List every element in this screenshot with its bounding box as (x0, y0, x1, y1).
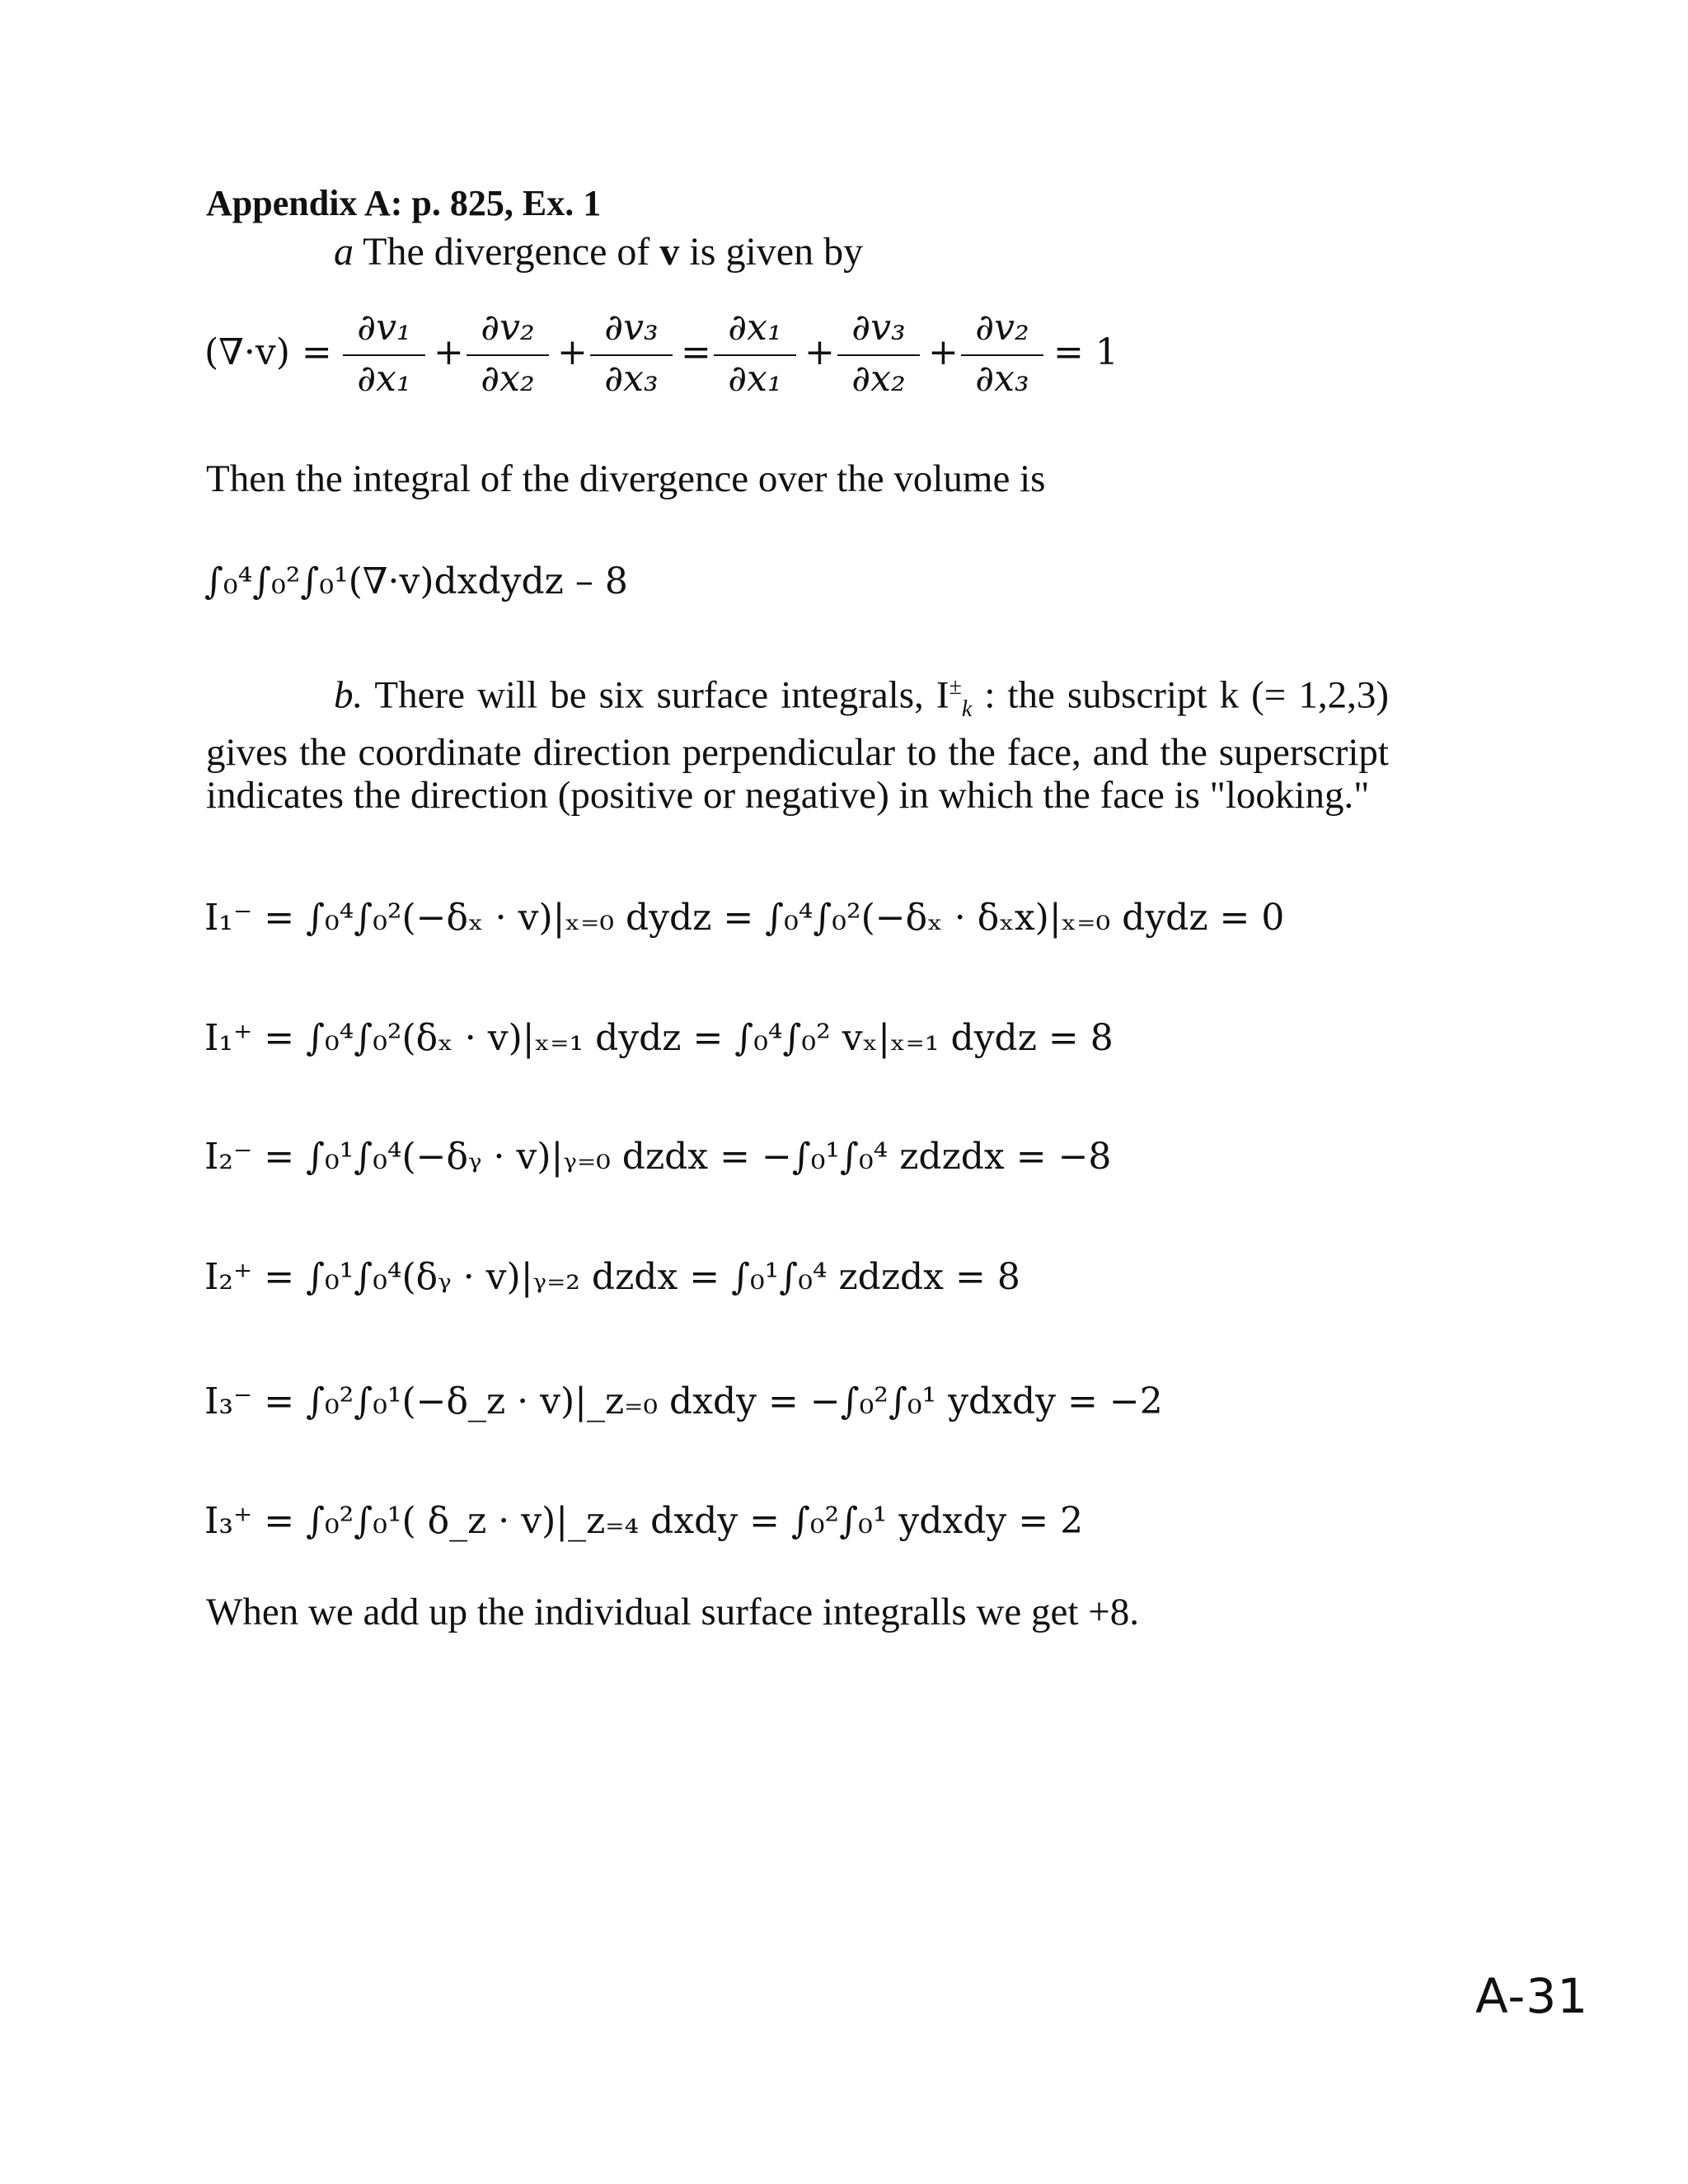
part-a-intro (334, 229, 863, 274)
operator-5: + (928, 331, 959, 373)
volume-integral-intro: Then the integral of the divergence over the volume is (206, 457, 1046, 500)
summary-sentence: When we add up the individual surface integralls we get +8. (206, 1591, 1139, 1633)
fraction-term-1 (343, 307, 425, 405)
part-a-text-before: The divergence of (354, 230, 660, 274)
surface-integral-6: I₃⁺ = ∫₀²∫₀¹( δ_z · v)|_z₌₄ dxdy = ∫₀²∫₀¹ ydxdy = 2 (204, 1500, 1084, 1542)
fraction-term-2 (467, 307, 549, 405)
part-b-text: There will be six surface integrals, I (363, 673, 950, 717)
surface-integral-5: I₃⁻ = ∫₀²∫₀¹(−δ_z · v)|_z₌₀ dxdy = −∫₀²∫₀¹ ydxdy = −2 (204, 1380, 1163, 1422)
fraction-term-6 (961, 307, 1043, 405)
divergence-lhs: (∇·v) = (204, 331, 332, 373)
surface-integral-1: I₁⁻ = ∫₀⁴∫₀²(−δₓ · v)|ₓ₌₀ dydz = ∫₀⁴∫₀²(−δₓ · δₓx)|ₓ₌₀ dydz = 0 (204, 897, 1285, 939)
fraction-bar (961, 354, 1043, 356)
fraction-term-5 (837, 307, 920, 405)
fraction-denominator: ∂x₁ (357, 358, 411, 400)
fraction-numerator: ∂v₃ (851, 307, 906, 349)
surface-integral-3: I₂⁻ = ∫₀¹∫₀⁴(−δᵧ · v)|ᵧ₌₀ dzdx = −∫₀¹∫₀⁴ zdzdx = −8 (204, 1136, 1112, 1178)
fraction-denominator: ∂x₂ (851, 358, 906, 400)
operator-1: + (434, 331, 464, 373)
fraction-denominator: ∂x₃ (975, 358, 1029, 400)
fraction-denominator: ∂x₁ (728, 358, 782, 400)
fraction-bar (590, 354, 673, 356)
fraction-bar (714, 354, 796, 356)
appendix-heading: Appendix A: p. 825, Ex. 1 (206, 183, 602, 223)
fraction-numerator: ∂v₂ (975, 307, 1029, 349)
fraction-numerator: ∂v₁ (357, 307, 411, 349)
fraction-numerator: ∂v₂ (481, 307, 535, 349)
fraction-numerator: ∂x₁ (728, 307, 782, 349)
surface-integral-4: I₂⁺ = ∫₀¹∫₀⁴(δᵧ · v)|ᵧ₌₂ dzdx = ∫₀¹∫₀⁴ zdzdx = 8 (204, 1256, 1020, 1298)
operator-3: = (681, 331, 711, 373)
part-a-text-after: is given by (679, 230, 864, 274)
volume-integral: ∫₀⁴∫₀²∫₀¹(∇·v)dxdydz – 8 (204, 560, 628, 602)
divergence-equation (204, 307, 1118, 430)
surface-integral-2: I₁⁺ = ∫₀⁴∫₀²(δₓ · v)|ₓ₌₁ dydz = ∫₀⁴∫₀² vₓ|ₓ₌₁ dydz = 8 (204, 1017, 1114, 1059)
fraction-term-3 (590, 307, 673, 405)
operator-4: + (804, 331, 835, 373)
fraction-term-4 (714, 307, 796, 405)
fraction-bar (837, 354, 920, 356)
part-a-bold-v: v (659, 230, 680, 274)
fraction-numerator: ∂v₃ (604, 307, 659, 349)
fraction-denominator: ∂x₃ (604, 358, 659, 400)
part-b-text-rest: : the subscript k (= 1,2,3) gives the coordinate direction perpendicular to the face, and the superscript indicates the direction (positive or negative) in which the face is "looking." (206, 673, 1389, 818)
operator-2: + (557, 331, 588, 373)
fraction-bar (467, 354, 549, 356)
part-b-label: b. (334, 673, 363, 717)
operator-6: = 1 (1053, 331, 1118, 373)
page-number: A-31 (1475, 1968, 1589, 2024)
part-a-label: a (334, 230, 354, 274)
fraction-bar (343, 354, 425, 356)
part-b-paragraph: b. There will be six surface integrals, $I^\pm_k$ : the subscript k (= 1,2,3) gives the coordinate direction perpendicular to the face, and the superscript indicates the direction (positive or negative) in which the face is "looking." (206, 673, 1389, 818)
fraction-denominator: ∂x₂ (481, 358, 535, 400)
